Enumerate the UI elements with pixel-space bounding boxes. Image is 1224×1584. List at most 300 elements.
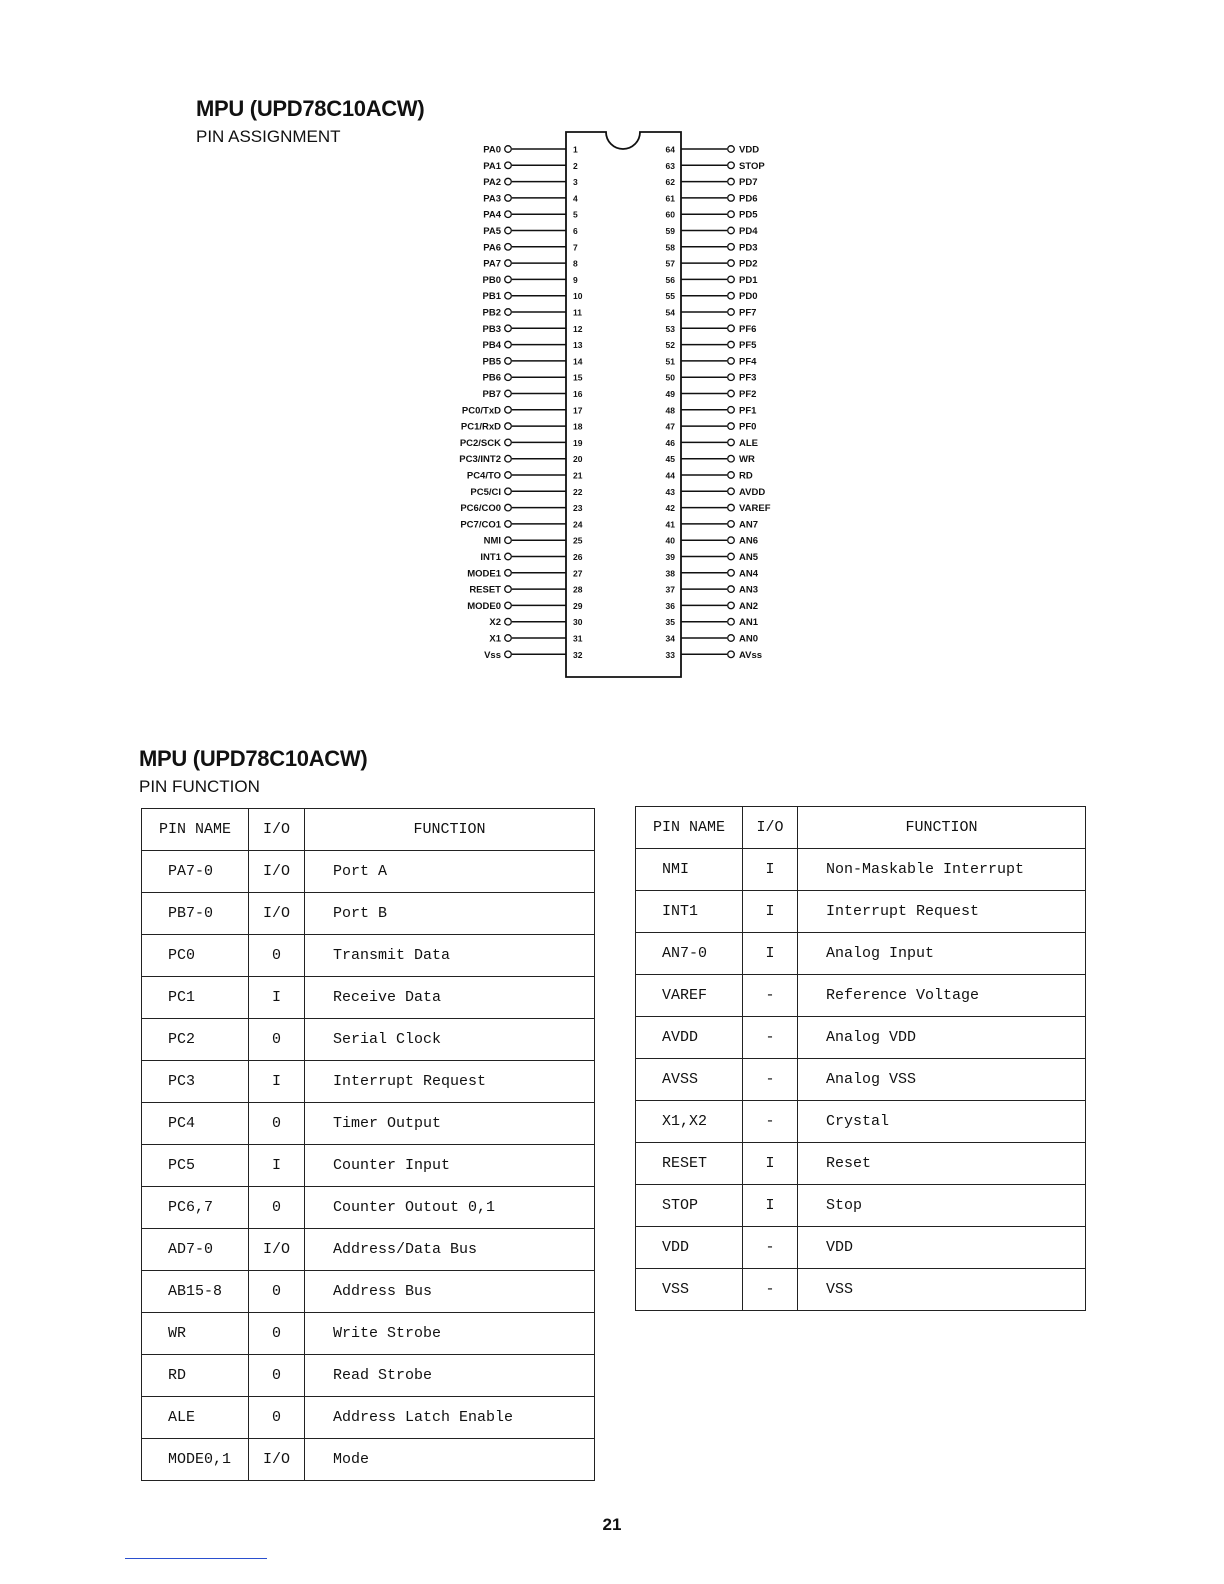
io-cell: - [743,1269,798,1311]
pin-number: 37 [665,584,675,595]
pin-label: PA3 [483,193,501,205]
pin-label: AVss [739,649,763,661]
function-cell: Timer Output [305,1103,595,1145]
table-row [142,1313,595,1355]
pin-terminal [728,488,735,495]
pin-number: 20 [573,454,583,465]
header-function: FUNCTION [305,809,595,851]
table-row [142,1271,595,1313]
pin-label: PC5/CI [470,486,501,498]
table-row [636,1143,1086,1185]
pin-number: 30 [573,617,583,628]
pin-label: ALE [739,437,758,449]
pin-label: PF7 [739,307,757,319]
io-cell: - [743,1017,798,1059]
function-cell: Interrupt Request [798,891,1086,933]
pin-terminal [505,292,512,299]
io-cell: I [249,1145,305,1187]
pin-name-cell: PC6,7 [142,1187,249,1229]
function-cell: VSS [798,1269,1086,1311]
pin-label: PB3 [482,323,501,335]
pin-label: AN7 [739,519,759,531]
pin-label: MODE1 [467,568,501,580]
pin-terminal [505,211,512,218]
pin-name-cell: AD7-0 [142,1229,249,1271]
pin-number: 62 [665,177,675,188]
pin-terminal [728,325,735,332]
footer-rule [125,1558,267,1559]
function-cell: Analog Input [798,933,1086,975]
pin-label: PB5 [482,356,501,368]
io-cell: 0 [249,1355,305,1397]
pin-label: PB6 [482,372,501,384]
pin-terminal [505,195,512,202]
pin-number: 58 [665,242,675,253]
pin-label: X2 [489,617,501,629]
pin-terminal [728,292,735,299]
pin-name-cell: PC3 [142,1061,249,1103]
pin-terminal [728,178,735,185]
pin-terminal [728,504,735,511]
pin-number: 2 [573,160,578,171]
function-cell: Transmit Data [305,935,595,977]
pin-label: PC2/SCK [459,437,501,449]
pin-name-cell: PC0 [142,935,249,977]
pin-terminal [728,211,735,218]
pin-label: PC7/CO1 [460,519,501,531]
pin-name-cell: PC5 [142,1145,249,1187]
pin-label: PC0/TxD [461,405,501,417]
pin-label: PA1 [483,160,501,172]
table-row [142,1019,595,1061]
pin-terminal [505,390,512,397]
pin-number: 26 [573,552,583,562]
pin-terminal [505,618,512,625]
pin-number: 17 [573,405,583,416]
pin-terminal [728,227,735,234]
pin-name-cell: RD [142,1355,249,1397]
pin-number: 47 [665,421,675,432]
pin-name-cell: AVDD [636,1017,743,1059]
pin-number: 33 [665,649,675,660]
pin-name-cell: X1,X2 [636,1101,743,1143]
table-row [636,1269,1086,1311]
function-cell: VDD [798,1227,1086,1269]
pin-number: 60 [665,209,675,220]
pin-name-cell: MODE0,1 [142,1439,249,1481]
pin-name-cell: PB7-0 [142,893,249,935]
pin-terminal [505,276,512,283]
pin-label: PC1/RxD [460,421,501,433]
pin-terminal [728,374,735,381]
pin-label: PD6 [739,193,758,205]
pin-number: 12 [573,323,583,334]
pin-number: 54 [665,307,675,318]
pin-number: 1 [573,144,578,155]
table-row [142,851,595,893]
pin-terminal [505,309,512,316]
pin-number: 7 [573,242,578,253]
pin-terminal [728,602,735,609]
pin-label: VAREF [739,503,771,515]
pin-terminal [728,423,735,430]
pin-number: 32 [573,649,583,660]
table-row [636,933,1086,975]
io-cell: I/O [249,851,305,893]
io-cell: I/O [249,1229,305,1271]
pin-number: 13 [573,340,583,351]
function-cell: Address Latch Enable [305,1397,595,1439]
pin-number: 8 [573,258,578,269]
pin-label: PC3/INT2 [459,454,501,466]
function-cell: Port A [305,851,595,893]
io-cell: I/O [249,1439,305,1481]
pin-number: 24 [573,519,583,530]
pin-label: VDD [739,144,760,156]
pin-terminal [505,537,512,544]
pin-terminal [505,178,512,185]
function-cell: Analog VDD [798,1017,1086,1059]
pin-terminal [505,146,512,153]
pin-label: RESET [469,584,501,596]
pin-terminal [728,146,735,153]
pin-terminal [505,504,512,511]
header-io: I/O [743,807,798,849]
pin-terminal [505,325,512,332]
pin-number: 64 [665,144,675,155]
pin-terminal [728,260,735,267]
pin-terminal [505,439,512,446]
pin-number: 29 [573,600,583,611]
pin-label: WR [739,454,755,466]
io-cell: I [249,977,305,1019]
function-cell: Read Strobe [305,1355,595,1397]
io-cell: I [743,849,798,891]
pin-number: 9 [573,274,578,285]
pin-name-cell: VDD [636,1227,743,1269]
pin-label: RD [739,470,753,482]
pin-label: PF5 [739,340,757,352]
pin-terminal [505,521,512,528]
pin-terminal [505,488,512,495]
pin-number: 15 [573,372,583,383]
pin-label: PA0 [483,144,501,156]
pin-number: 23 [573,503,583,514]
header-pin-name: PIN NAME [142,809,249,851]
pin-number: 51 [665,356,675,367]
pin-terminal [728,618,735,625]
function-cell: Address Bus [305,1271,595,1313]
pin-number: 31 [573,633,583,644]
io-cell: 0 [249,1397,305,1439]
pin-terminal [728,309,735,316]
function-cell: Interrupt Request [305,1061,595,1103]
pin-name-cell: AB15-8 [142,1271,249,1313]
pin-label: PD7 [739,177,758,189]
table-row [636,1101,1086,1143]
pin-label: PA5 [483,226,501,237]
pin-number: 41 [665,519,675,530]
pin-label: STOP [739,160,765,172]
pin-terminal [728,570,735,577]
pin-number: 44 [665,470,675,481]
pin-number: 59 [665,226,675,236]
pin-name-cell: STOP [636,1185,743,1227]
pin-label: PD4 [739,226,758,237]
table-row [636,1227,1086,1269]
pin-label: X1 [489,633,501,645]
pin-name-cell: VAREF [636,975,743,1017]
pin-name-cell: WR [142,1313,249,1355]
header-io: I/O [249,809,305,851]
pin-terminal [505,635,512,642]
pin-terminal [505,407,512,414]
io-cell: - [743,975,798,1017]
io-cell: 0 [249,1271,305,1313]
pin-terminal [728,472,735,479]
pin-number: 50 [665,372,675,383]
pin-label: AVDD [739,486,766,498]
function-cell: Counter Outout 0,1 [305,1187,595,1229]
table-row [142,1145,595,1187]
pin-name-cell: AVSS [636,1059,743,1101]
pin-number: 63 [665,160,675,171]
pin-name-cell: PC1 [142,977,249,1019]
pin-terminal [505,227,512,234]
pin-label: PF2 [739,389,757,400]
pin-number: 14 [573,356,583,367]
pin-name-cell: ALE [142,1397,249,1439]
pin-number: 28 [573,584,583,595]
pin-label: AN4 [739,568,759,580]
function-cell: Reference Voltage [798,975,1086,1017]
pin-name-cell: PC2 [142,1019,249,1061]
pin-name-cell: RESET [636,1143,743,1185]
pin-terminal [728,651,735,658]
io-cell: 0 [249,935,305,977]
table-row [142,1397,595,1439]
table-row [142,893,595,935]
pin-label: PA6 [483,242,501,254]
pin-label: PD2 [739,258,758,270]
pin-terminal [728,635,735,642]
pin-assignment-diagram [440,128,800,683]
pin-label: AN5 [739,552,759,563]
pin-number: 43 [665,486,675,497]
pin-label: PF1 [739,405,757,417]
pin-terminal [728,521,735,528]
pin-label: PA7 [483,258,501,270]
pin-terminal [728,341,735,348]
pin-label: PB7 [482,389,501,400]
pin-label: AN1 [739,617,759,629]
pin-number: 35 [665,617,675,628]
pin-terminal [728,439,735,446]
header-pin-name: PIN NAME [636,807,743,849]
assignment-subtitle: PIN ASSIGNMENT [196,127,341,146]
pin-label: PC4/TO [466,470,501,482]
pin-label: MODE0 [467,600,501,612]
pin-label: AN6 [739,535,759,547]
function-cell: Receive Data [305,977,595,1019]
pin-number: 61 [665,193,675,204]
pin-terminal [728,407,735,414]
pin-number: 10 [573,291,583,302]
pin-terminal [505,570,512,577]
assignment-title: MPU (UPD78C10ACW) [196,96,425,121]
pin-number: 42 [665,503,675,514]
pin-label: AN0 [739,633,759,645]
io-cell: 0 [249,1103,305,1145]
pin-number: 46 [665,437,675,448]
table-row [636,1059,1086,1101]
io-cell: 0 [249,1019,305,1061]
pin-number: 56 [665,274,675,285]
chip-body [566,132,681,677]
pin-terminal [505,553,512,560]
io-cell: I [743,891,798,933]
function-subtitle: PIN FUNCTION [139,777,260,796]
pin-terminal [728,537,735,544]
table-row [636,1017,1086,1059]
function-cell: Port B [305,893,595,935]
pin-terminal [505,341,512,348]
pin-number: 38 [665,568,675,579]
pin-label: PB0 [482,274,501,286]
pin-terminal [728,390,735,397]
pin-terminal [728,586,735,593]
function-cell: Address/Data Bus [305,1229,595,1271]
pin-label: Vss [484,649,501,661]
function-cell: Non-Maskable Interrupt [798,849,1086,891]
pin-number: 11 [573,307,582,318]
table-row [142,1229,595,1271]
pin-terminal [728,276,735,283]
pin-terminal [505,358,512,365]
function-cell: Reset [798,1143,1086,1185]
function-cell: Stop [798,1185,1086,1227]
pin-terminal [728,553,735,560]
pin-number: 48 [665,405,675,416]
pin-name-cell: PA7-0 [142,851,249,893]
pin-name-cell: VSS [636,1269,743,1311]
pin-number: 55 [665,291,675,302]
pin-number: 53 [665,323,675,334]
pin-terminal [505,423,512,430]
pin-label: AN2 [739,600,759,612]
pin-number: 49 [665,389,675,399]
pin-terminal [505,472,512,479]
io-cell: - [743,1059,798,1101]
table-row [636,1185,1086,1227]
pin-label: PA4 [483,209,501,221]
table-row [142,1355,595,1397]
pin-label: PB4 [482,340,501,352]
pin-number: 36 [665,600,675,611]
io-cell: - [743,1101,798,1143]
pin-function-table-right [635,806,1086,1311]
pin-number: 16 [573,389,583,399]
function-cell: Counter Input [305,1145,595,1187]
io-cell: - [743,1227,798,1269]
function-cell: Analog VSS [798,1059,1086,1101]
pin-number: 4 [573,193,578,204]
pin-terminal [728,358,735,365]
pin-number: 45 [665,454,675,465]
header-function: FUNCTION [798,807,1086,849]
pin-number: 22 [573,486,583,497]
pin-terminal [728,244,735,251]
pin-name-cell: NMI [636,849,743,891]
pin-label: AN3 [739,584,759,596]
pin-terminal [505,602,512,609]
pin-terminal [505,455,512,462]
pin-number: 27 [573,568,583,579]
pin-number: 39 [665,552,675,562]
table-row [142,1061,595,1103]
pin-number: 6 [573,226,578,236]
table-row [142,977,595,1019]
io-cell: I/O [249,893,305,935]
io-cell: I [743,1185,798,1227]
pin-label: PD3 [739,242,758,254]
table-row [142,1103,595,1145]
pin-label: PD5 [739,209,758,221]
pin-number: 21 [573,470,583,481]
pin-label: PF3 [739,372,757,384]
pin-label: PF0 [739,421,757,433]
pin-number: 5 [573,209,578,220]
pin-number: 19 [573,437,583,448]
pin-label: PB1 [482,291,501,303]
pin-label: PD1 [739,274,758,286]
pin-label: PB2 [482,307,501,319]
pin-number: 3 [573,177,578,188]
pin-terminal [505,244,512,251]
pin-name-cell: INT1 [636,891,743,933]
table-row [636,849,1086,891]
pin-name-cell: AN7-0 [636,933,743,975]
io-cell: I [249,1061,305,1103]
pin-label: PD0 [739,291,758,303]
pin-number: 40 [665,535,675,546]
page-number: 21 [602,1515,622,1534]
io-cell: I [743,933,798,975]
pin-number: 52 [665,340,675,351]
pin-terminal [505,651,512,658]
pin-name-cell: PC4 [142,1103,249,1145]
pin-label: INT1 [480,552,501,563]
io-cell: 0 [249,1313,305,1355]
io-cell: 0 [249,1187,305,1229]
pin-terminal [728,195,735,202]
table-row [636,975,1086,1017]
table-row [142,1187,595,1229]
pin-terminal [728,455,735,462]
function-cell: Serial Clock [305,1019,595,1061]
pin-terminal [505,260,512,267]
pin-terminal [728,162,735,169]
pin-function-table-left [141,808,595,1481]
function-cell: Write Strobe [305,1313,595,1355]
pin-terminal [505,374,512,381]
pin-terminal [505,162,512,169]
table-row [142,935,595,977]
pin-label: PF4 [739,356,757,368]
table-row [636,891,1086,933]
io-cell: I [743,1143,798,1185]
function-title: MPU (UPD78C10ACW) [139,746,368,771]
